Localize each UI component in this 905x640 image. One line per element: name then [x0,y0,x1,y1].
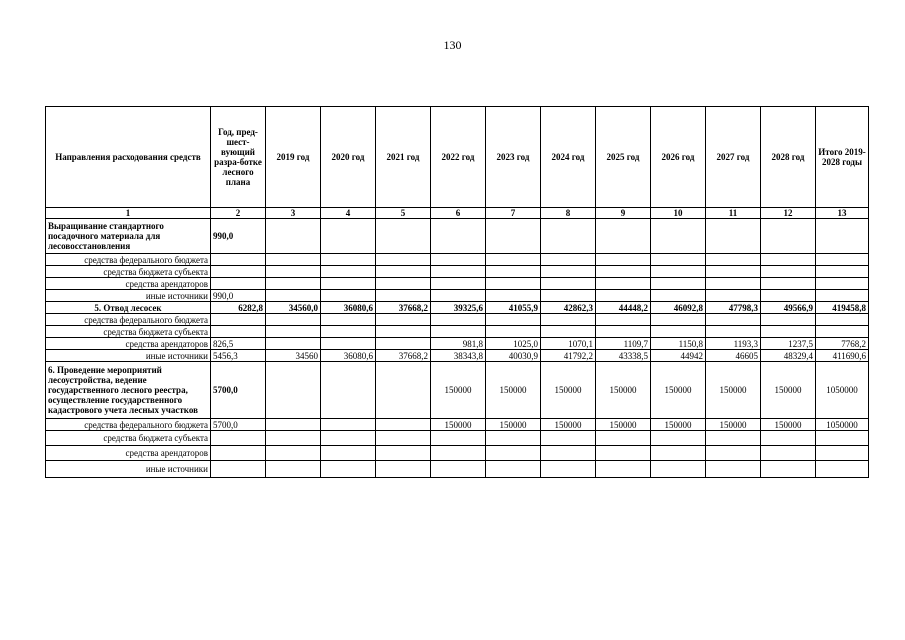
header-year: 2019 год [266,107,321,208]
base-year-value: 5700,0 [211,419,266,431]
table-row [46,266,869,278]
year-value: 37668,2 [376,350,431,362]
column-number: 13 [816,208,869,219]
base-year-value: 990,0 [211,219,266,254]
column-number: 8 [541,208,596,219]
year-value: 47798,3 [706,302,761,314]
base-year-value: 6282,8 [211,302,266,314]
year-value: 150000 [431,419,486,431]
year-value: 48329,4 [761,350,816,362]
year-value [321,362,376,419]
column-number: 6 [431,208,486,219]
column-number: 1 [46,208,211,219]
table-row [46,461,869,478]
year-value: 41055,9 [486,302,541,314]
column-number: 12 [761,208,816,219]
row-label: средства бюджета субъекта [46,431,211,446]
header-directions: Направления расходования средств [46,107,211,208]
base-year-value: 990,0 [211,290,266,302]
row-label: средства бюджета субъекта [46,266,211,278]
base-year-value: 5700,0 [211,362,266,419]
year-value: 150000 [541,362,596,419]
table-row [46,290,869,302]
table-header-row [46,107,869,208]
year-value: 41792,2 [541,350,596,362]
row-label: иные источники [46,290,211,302]
year-value: 42862,3 [541,302,596,314]
total-value: 1050000 [816,362,869,419]
column-number: 9 [596,208,651,219]
year-value: 1237,5 [761,338,816,350]
column-number: 11 [706,208,761,219]
year-value: 44942 [651,350,706,362]
header-year: 2028 год [761,107,816,208]
year-value: 150000 [486,419,541,431]
header-year: 2020 год [321,107,376,208]
header-year: 2024 год [541,107,596,208]
row-label: средства арендаторов [46,446,211,461]
table-row [46,446,869,461]
header-year: 2025 год [596,107,651,208]
header-year: 2023 год [486,107,541,208]
row-label: средства федерального бюджета [46,419,211,431]
table-row [46,350,869,362]
year-value: 150000 [596,419,651,431]
table-row [46,278,869,290]
year-value: 150000 [596,362,651,419]
row-label: 6. Проведение мероприятий лесоустройства, ведение государственного лесного реестра, осуществление государственного кадастрового учета лесных участков [46,362,211,419]
total-value: 419458,8 [816,302,869,314]
row-label: средства бюджета субъекта [46,326,211,338]
table-row [46,314,869,326]
expenditure-table [45,106,869,478]
year-value: 34560,0 [266,302,321,314]
year-value: 150000 [651,362,706,419]
year-value [376,362,431,419]
year-value: 150000 [651,419,706,431]
table-row [46,326,869,338]
header-year: 2027 год [706,107,761,208]
year-value: 150000 [706,362,761,419]
base-year-value: 5456,3 [211,350,266,362]
row-label: средства арендаторов [46,338,211,350]
header-total: Итого 2019-2028 годы [816,107,869,208]
column-number: 7 [486,208,541,219]
table-row [46,219,869,254]
year-value: 150000 [761,419,816,431]
year-value [266,338,321,350]
row-label: иные источники [46,461,211,478]
year-value: 40030,9 [486,350,541,362]
row-label: средства арендаторов [46,278,211,290]
row-label: Выращивание стандартного посадочного материала для лесовосстановления [46,219,211,254]
year-value: 37668,2 [376,302,431,314]
year-value: 1025,0 [486,338,541,350]
year-value: 150000 [541,419,596,431]
year-value: 150000 [761,362,816,419]
year-value: 150000 [431,362,486,419]
table-row [46,338,869,350]
page-number: 130 [443,38,462,52]
year-value: 36080,6 [321,302,376,314]
column-number: 4 [321,208,376,219]
column-number: 10 [651,208,706,219]
year-value: 150000 [486,362,541,419]
year-value: 36080,6 [321,350,376,362]
row-label: иные источники [46,350,211,362]
year-value: 34560 [266,350,321,362]
row-label: 5. Отвод лесосек [46,302,211,314]
header-year: 2026 год [651,107,706,208]
year-value [321,419,376,431]
column-number: 2 [211,208,266,219]
table-row [46,302,869,314]
year-value: 39325,6 [431,302,486,314]
header-year: 2021 год [376,107,431,208]
row-label: средства федерального бюджета [46,314,211,326]
year-value: 49566,9 [761,302,816,314]
year-value: 46605 [706,350,761,362]
year-value: 44448,2 [596,302,651,314]
table-row [46,431,869,446]
table-row [46,254,869,266]
year-value: 1193,3 [706,338,761,350]
year-value: 150000 [706,419,761,431]
column-number: 3 [266,208,321,219]
year-value [266,419,321,431]
base-year-value: 826,5 [211,338,266,350]
header-year: 2022 год [431,107,486,208]
year-value [376,338,431,350]
year-value [376,419,431,431]
year-value: 46092,8 [651,302,706,314]
column-number: 5 [376,208,431,219]
year-value: 38343,8 [431,350,486,362]
row-label: средства федерального бюджета [46,254,211,266]
header-base-year: Год, пред-шест-вующий разра-ботке лесного плана [211,107,266,208]
table-row [46,419,869,431]
year-value [321,338,376,350]
year-value: 43338,5 [596,350,651,362]
year-value: 1070,1 [541,338,596,350]
table-row [46,362,869,419]
total-value: 1050000 [816,419,869,431]
column-number-row [46,208,869,219]
year-value: 981,8 [431,338,486,350]
total-value: 7768,2 [816,338,869,350]
year-value: 1150,8 [651,338,706,350]
total-value: 411690,6 [816,350,869,362]
year-value: 1109,7 [596,338,651,350]
year-value [266,362,321,419]
